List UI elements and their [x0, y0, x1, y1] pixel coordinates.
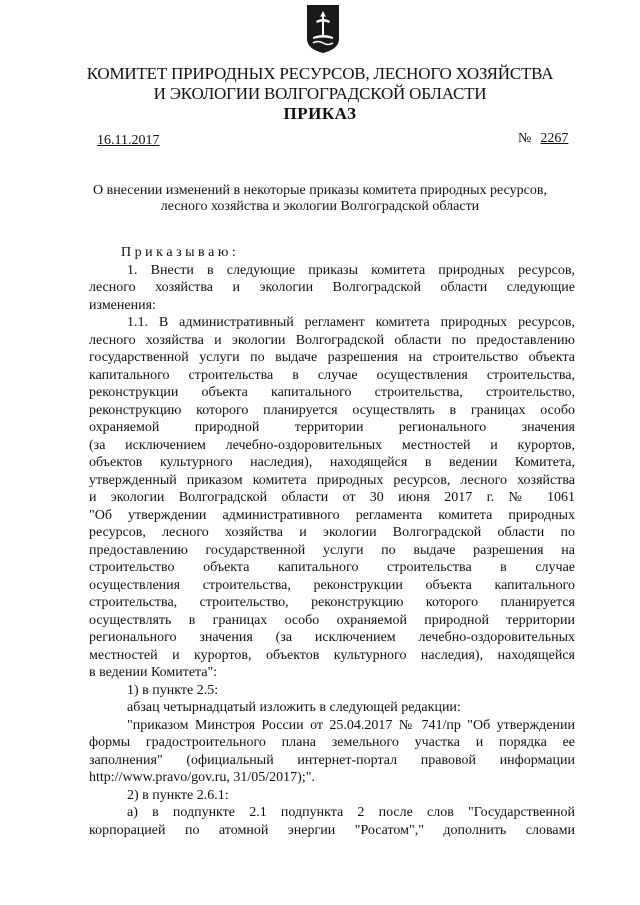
- organization-line-2: И ЭКОЛОГИИ ВОЛГОГРАДСКОЙ ОБЛАСТИ: [153, 84, 487, 103]
- body-line: лесного хозяйства и экологии Волгоградской области следующие: [89, 280, 575, 295]
- body-line: формы градостроительного плана земельного участка и порядка ее: [89, 735, 575, 750]
- order-number: 2267: [540, 131, 569, 146]
- body-line: утвержденный приказом комитета природных ресурсов, лесного хозяйства: [89, 472, 575, 488]
- body-line: строительства, строительство, реконструкцию которого планируется: [89, 595, 575, 610]
- body-line: охраняемой природной территории регионального значения: [89, 420, 575, 435]
- body-line: осуществлять в границах особо охраняемой природной территории: [89, 612, 575, 628]
- body-line: абзац четырнадцатый изложить в следующей редакции:: [127, 700, 461, 715]
- body-line: "Об утверждении административного регламента комитета природных: [89, 507, 575, 523]
- body-line: осуществления строительства, реконструкции объекта капитального: [89, 577, 575, 593]
- body-line: государственной услуги по выдаче разрешения на строительство объекта: [89, 350, 575, 365]
- number-sign: №: [518, 131, 532, 146]
- body-line: строительство объекта капитального строительства в случае: [89, 560, 575, 575]
- organization-name: [0, 64, 640, 104]
- order-number-block: [518, 131, 568, 147]
- body-line: в ведении Комитета":: [89, 665, 218, 680]
- body-line: "приказом Минстроя России от 25.04.2017 № 741/пр "Об утверждении: [127, 717, 575, 733]
- body-line: ресурсов, лесного хозяйства и экологии Волгоградской области по: [89, 525, 575, 540]
- document-type: ПРИКАЗ: [283, 104, 357, 123]
- body-line: изменения:: [89, 297, 156, 313]
- body-line: лесного хозяйства и экологии Волгоградской области по предоставлению: [89, 332, 575, 348]
- order-intro: П р и к а з ы в а ю :: [121, 245, 236, 260]
- subject-line-1: О внесении изменений в некоторые приказы комитета природных ресурсов,: [93, 183, 547, 198]
- body-line: капитального строительства в случае осуществления строительства,: [89, 367, 575, 383]
- order-subject: [0, 183, 640, 215]
- organization-line-1: КОМИТЕТ ПРИРОДНЫХ РЕСУРСОВ, ЛЕСНОГО ХОЗЯЙСТВА: [86, 64, 554, 83]
- body-line: реконструкции объекта капитального строительства, строительство,: [89, 385, 575, 400]
- body-line: реконструкцию которого планируется осуществлять в границах особо: [89, 402, 575, 418]
- body-line: http://www.pravo/gov.ru, 31/05/2017);".: [89, 770, 315, 785]
- body-line: корпорацией по атомной энергии "Росатом"," дополнить словами: [89, 822, 575, 838]
- coat-of-arms-icon: [305, 3, 341, 55]
- order-body: [89, 244, 575, 839]
- subject-line-2: лесного хозяйства и экологии Волгоградской области: [160, 199, 480, 214]
- body-line: 1.1. В административный регламент комитета природных ресурсов,: [127, 315, 575, 330]
- body-line: 2) в пункте 2.6.1:: [127, 787, 229, 803]
- body-line: местностей и курортов, объектов культурного наследия), находящейся: [89, 647, 575, 663]
- body-line: заполнения" (официальный интернет-портал правовой информации: [89, 752, 575, 768]
- body-line: регионального значения (за исключением лечебно-оздоровительных: [89, 630, 575, 645]
- body-line: 1. Внести в следующие приказы комитета природных ресурсов,: [127, 262, 575, 278]
- body-line: 1) в пункте 2.5:: [127, 682, 219, 698]
- body-line: предоставлению государственной услуги по выдаче разрешения на: [89, 542, 575, 558]
- body-line: объектов культурного наследия), находящейся в ведении Комитета,: [89, 455, 575, 470]
- body-line: а) в подпункте 2.1 подпункта 2 после слов "Государственной: [127, 805, 575, 820]
- body-line: (за исключением лечебно-оздоровительных местностей и курортов,: [89, 437, 575, 453]
- order-date: 16.11.2017: [97, 133, 160, 148]
- body-line: и экологии Волгоградской области от 30 июня 2017 г. № 1061: [89, 490, 575, 505]
